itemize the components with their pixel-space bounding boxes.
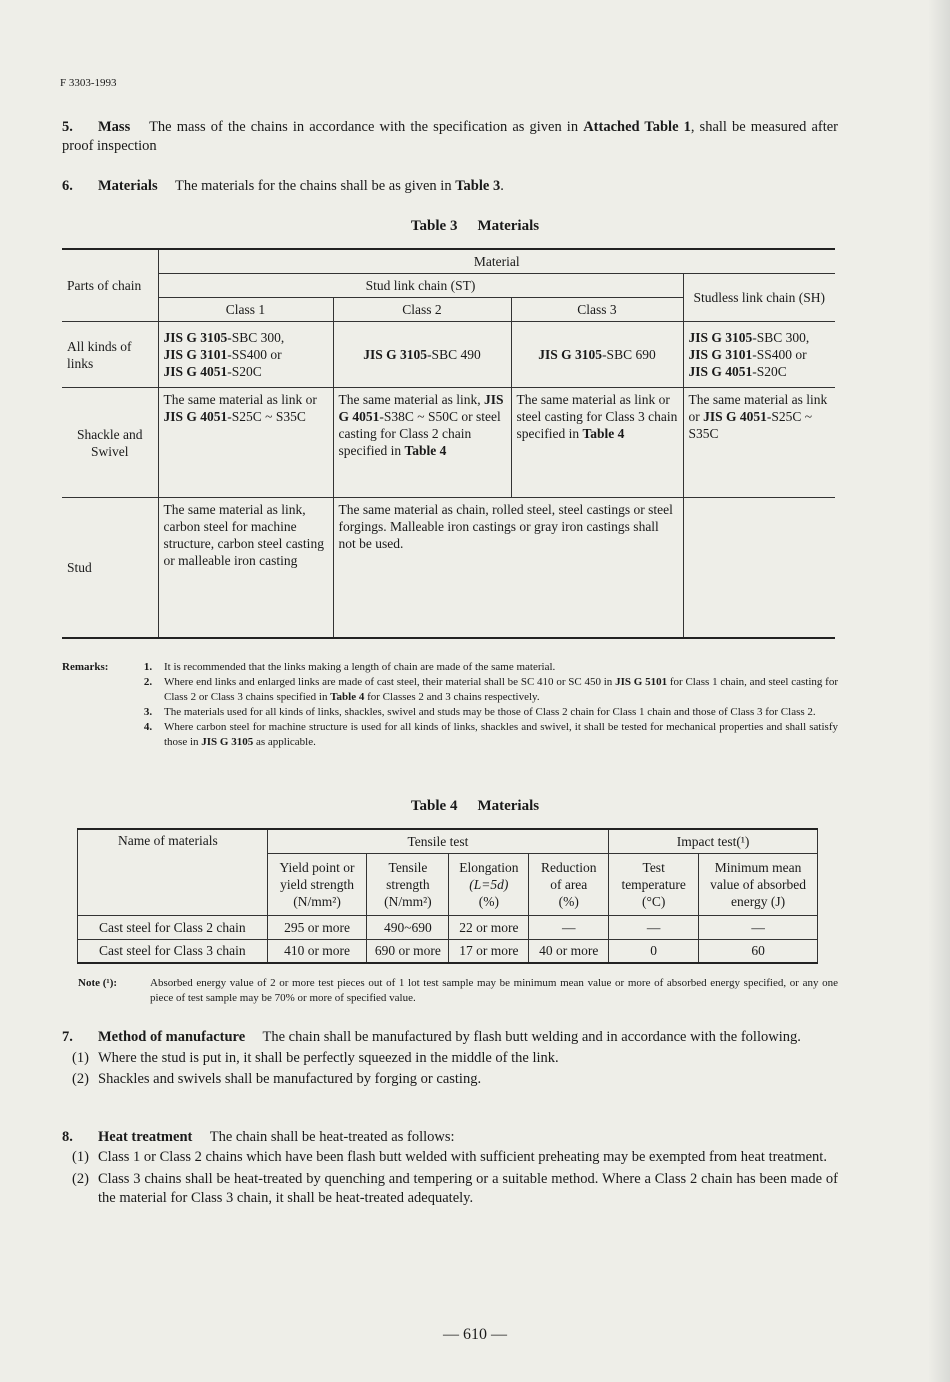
header-elongation: Elongation (L=5d) (%): [449, 853, 529, 915]
list-item: (1) Where the stud is put in, it shall be perfectly squeezed in the middle of the link.: [72, 1050, 559, 1066]
table-3-remarks: Remarks: 1. It is recommended that the links making a length of chain are made of the same material. 2. Where end links and enlarged links are made of cast steel, their material shall be SC 410 or SC 450 in JIS G 5101 for Class 1 chain, and steel casting for Class 2 or Class 3 chains specified in Table 4 for Classes 2 and 3 chains respectively. 3. The materials used for all kinds of links, shackles, swivel and studs may be those of Class 2 chain for Class 1 chain and those of Class 3 for Class 2. 4. Where carbon steel for machine structure is used for all kinds of links, shackles and swivel, it shall be tested for mechanical properties and shall satisfy those in JIS G 3105 as applicable.: [62, 661, 839, 748]
remark-2: Where end links and enlarged links are made of cast steel, their material shall be SC 410 or SC 450 in JIS G 5101 for Class 1 chain, and steel casting for Class 2 or Class 3 chains specified in Table 4 for Classes 2 and 3 chains respectively.: [164, 676, 839, 703]
section-text: The chain shall be manufactured by flash butt welding and in accordance with the following.: [262, 1029, 801, 1045]
section-text: , shall be measured after proof inspection: [62, 119, 838, 154]
remark-1: It is recommended that the links making a length of chain are made of the same material.: [164, 661, 556, 673]
section-7-method-of-manufacture: [62, 1028, 838, 1089]
shackle-studless: The same material as link or JIS G 4051-S25C ~ S35C: [683, 388, 835, 498]
caption-title: Materials: [477, 798, 540, 814]
list-item: (1) Class 1 or Class 2 chains which have been flash butt welded with sufficient preheating may be exempted from heat treatment.: [72, 1149, 827, 1165]
section-heading: Heat treatment: [98, 1129, 193, 1145]
links-class-3: JIS G 3105-SBC 690: [511, 322, 683, 388]
header-name-of-materials: Name of materials: [78, 829, 268, 915]
header-class-1: Class 1: [158, 298, 333, 322]
table-reference: Attached Table 1: [583, 119, 691, 135]
stud-studless: [683, 498, 835, 638]
caption-number: Table 3: [410, 218, 458, 234]
section-6-materials: [62, 177, 838, 196]
remarks-label: Remarks:: [62, 661, 109, 673]
table-3-caption: [0, 218, 950, 235]
links-studless: JIS G 3105-SBC 300, JIS G 3101-SS400 or JIS G 4051-S20C: [683, 322, 835, 388]
section-text: The materials for the chains shall be as given in: [174, 178, 452, 194]
section-8-heat-treatment: [62, 1128, 838, 1208]
header-parts-of-chain: Parts of chain: [62, 249, 158, 322]
header-tensile-strength: Tensile strength (N/mm²): [367, 853, 449, 915]
links-class-2: JIS G 3105-SBC 490: [333, 322, 511, 388]
section-text: .: [500, 178, 504, 194]
section-text: The chain shall be heat-treated as follows:: [209, 1129, 455, 1145]
shackle-class-2: The same material as link, JIS G 4051-S38C ~ S50C or steel casting for Class 2 chain specified in Table 4: [333, 388, 511, 498]
header-studless-link-chain: Studless link chain (SH): [683, 274, 835, 322]
table-4-caption: [0, 798, 950, 815]
remark-3: The materials used for all kinds of links, shackles, swivel and studs may be those of Class 2 chain for Class 1 chain and those of Class 3 for Class 2.: [164, 706, 816, 718]
table-3-materials: [62, 248, 835, 639]
note-label: Note (¹):: [78, 977, 118, 989]
list-item: (2) Shackles and swivels shall be manufactured by forging or casting.: [72, 1071, 482, 1087]
section-number: 8.: [62, 1129, 73, 1145]
table-4-materials: [77, 828, 818, 964]
shackle-class-3: The same material as link or steel casting for Class 3 chain specified in Table 4: [511, 388, 683, 498]
part-stud: Stud: [62, 498, 158, 638]
links-class-1: JIS G 3105-SBC 300, JIS G 3101-SS400 or JIS G 4051-S20C: [158, 322, 333, 388]
remark-4: Where carbon steel for machine structure is used for all kinds of links, shackles and swivel, it shall be tested for mechanical properties and shall satisfy those in JIS G 3105 as applicable.: [164, 721, 838, 748]
section-heading: Method of manufacture: [98, 1029, 246, 1045]
part-links: All kinds of links: [62, 322, 158, 388]
note-text: Absorbed energy value of 2 or more test pieces out of 1 lot test sample may be minimum mean value or more of absorbed energy specified, or any one piece of test sample may be 70% or more of specified value.: [150, 977, 838, 1004]
section-heading: Mass: [98, 119, 131, 135]
header-stud-link-chain: Stud link chain (ST): [158, 274, 683, 298]
shackle-class-1: The same material as link or JIS G 4051-S25C ~ S35C: [158, 388, 333, 498]
caption-title: Materials: [477, 218, 540, 234]
section-5-mass: [62, 118, 838, 156]
header-class-3: Class 3: [511, 298, 683, 322]
section-heading: Materials: [98, 178, 158, 194]
table-row: Cast steel for Class 2 chain 295 or more 490~690 22 or more — — —: [78, 915, 818, 939]
header-tensile-test: Tensile test: [267, 829, 609, 853]
header-class-2: Class 2: [333, 298, 511, 322]
page-edge-shadow: [928, 0, 950, 1382]
header-material: Material: [158, 249, 835, 274]
section-number: 5.: [62, 119, 73, 135]
section-number: 6.: [62, 178, 73, 194]
table-row: Cast steel for Class 3 chain 410 or more 690 or more 17 or more 40 or more 0 60: [78, 939, 818, 963]
table-4-note: [78, 976, 838, 1006]
stud-class-1: The same material as link, carbon steel for machine structure, carbon steel casting or malleable iron casting: [158, 498, 333, 638]
header-yield-point: Yield point or yield strength (N/mm²): [267, 853, 367, 915]
header-impact-test: Impact test(¹): [609, 829, 818, 853]
caption-number: Table 4: [410, 798, 458, 814]
table-reference: Table 3: [455, 178, 501, 194]
header-test-temperature: Test temperature (°C): [609, 853, 699, 915]
part-shackle-swivel: Shackle and Swivel: [62, 388, 158, 498]
stud-class-2-3: The same material as chain, rolled steel, steel castings or steel forgings. Malleable iron castings or gray iron castings shall not be used.: [333, 498, 683, 638]
document-code: F 3303-1993: [60, 77, 117, 89]
section-number: 7.: [62, 1029, 73, 1045]
section-text: The mass of the chains in accordance with the specification as given in: [149, 119, 579, 135]
header-absorbed-energy: Minimum mean value of absorbed energy (J): [699, 853, 818, 915]
page-number: — 610 —: [443, 1326, 507, 1343]
header-reduction-of-area: Reduction of area (%): [529, 853, 609, 915]
list-item: (2) Class 3 chains shall be heat-treated by quenching and tempering or a suitable method. Where a Class 2 chain has been made of the material for Class 3 chain, it shall be heat-treated adequately.: [72, 1171, 838, 1206]
